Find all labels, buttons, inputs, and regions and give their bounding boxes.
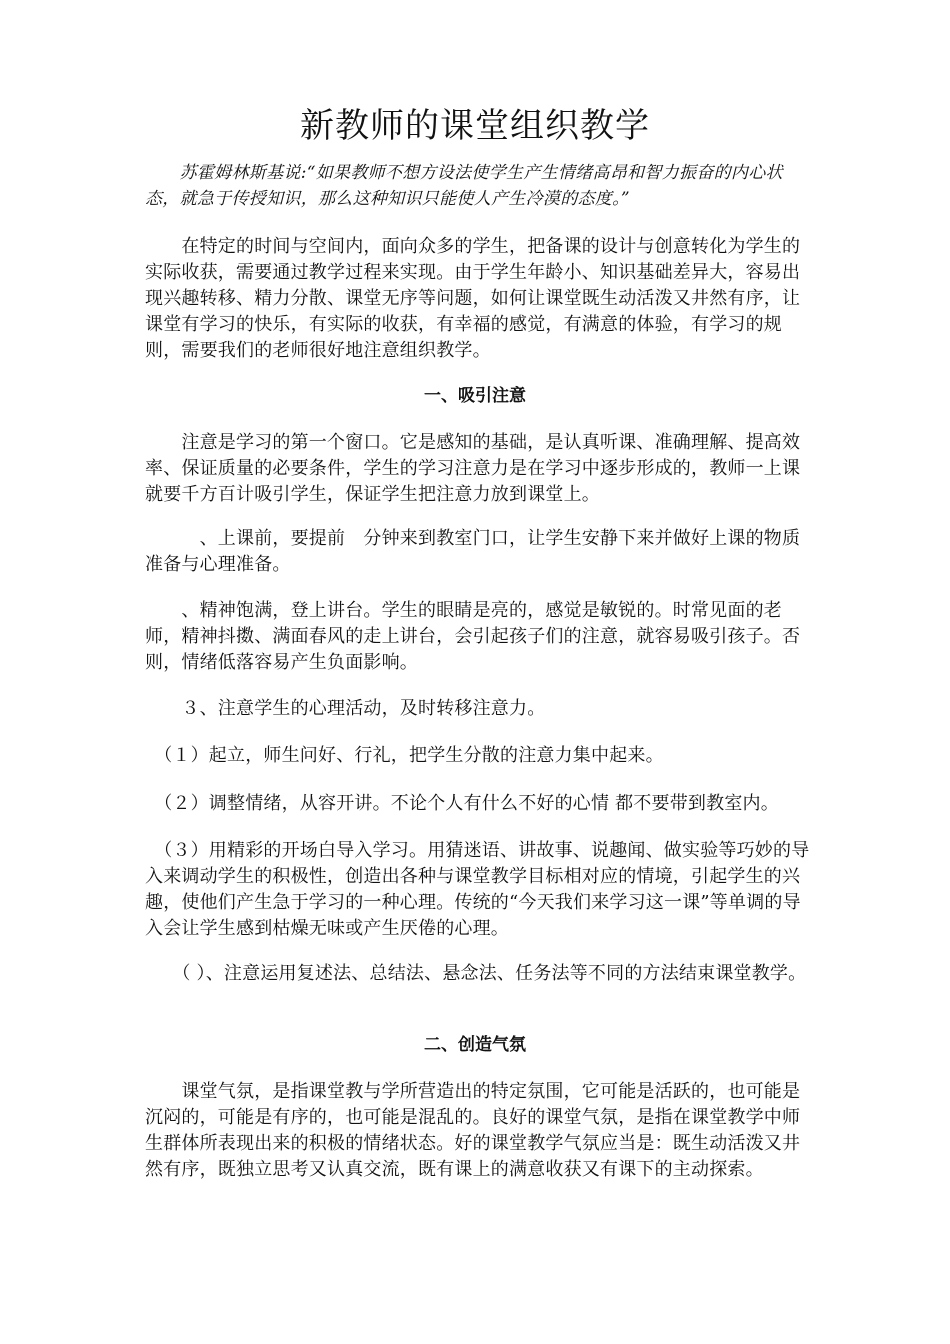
section1-paragraph-5: （１）起立，师生问好、行礼，把学生分散的注意力集中起来。 [145,745,664,766]
section1-paragraph-4: ３、注意学生的心理活动，及时转移注意力。 [145,698,546,719]
section1-paragraph-8: （ ）、注意运用复述法、总结法、悬念法、任务法等不同的方法结束课堂教学。 [145,963,807,984]
section1-paragraph-6: （２）调整情绪，从容开讲。不论个人有什么不好的心情 都不要带到教室内。 [145,793,779,814]
epigraph-quote: 苏霍姆林斯基说:“如果教师不想方设法使学生产生情绪高昂和智力振奋的内心状态，就急于传授知识，那么这种知识只能使人产生冷漠的态度。” [145,163,783,209]
document-title: 新教师的课堂组织教学 [300,106,650,146]
section-heading-attract-attention: 一、吸引注意 [424,386,526,406]
section1-paragraph-3: 、精神饱满，登上讲台。学生的眼睛是亮的，感觉是敏锐的。时常见面的老师，精神抖擞、满面春风的走上讲台，会引起孩子们的注意，就容易吸引孩子。否则，情绪低落容易产生负面影响。 [145,600,801,673]
intro-paragraph: 在特定的时间与空间内，面向众多的学生，把备课的设计与创意转化为学生的实际收获，需要通过教学过程来实现。由于学生年龄小、知识基础差异大，容易出现兴趣转移、精力分散、课堂无序等问题，如何让课堂既生动活泼又井然有序，让课堂有学习的快乐，有实际的收获，有幸福的感觉，有满意的体验，有学习的规则，需要我们的老师很好地注意组织教学。 [145,236,801,361]
section1-paragraph-7: （３）用精彩的开场白导入学习。用猜迷语、讲故事、说趣闻、做实验等巧妙的导入来调动学生的积极性，创造出各种与课堂教学目标相对应的情境，引起学生的兴趣，使他们产生急于学习的一种心理。传统的“今天我们来学习这一课”等单调的导入会让学生感到枯燥无味或产生厌倦的心理。 [145,840,810,939]
section1-paragraph-1: 注意是学习的第一个窗口。它是感知的基础，是认真听课、准确理解、提高效率、保证质量的必要条件，学生的学习注意力是在学习中逐步形成的，教师一上课就要千方百计吸引学生，保证学生把注意力放到课堂上。 [145,432,801,505]
section2-paragraph-1: 课堂气氛，是指课堂教与学所营造出的特定氛围，它可能是活跃的，也可能是沉闷的，可能是有序的，也可能是混乱的。良好的课堂气氛，是指在课堂教学中师生群体所表现出来的积极的情绪状态。好的课堂教学气氛应当是：既生动活泼又井然有序，既独立思考又认真交流，既有课上的满意收获又有课下的主动探索。 [145,1081,801,1180]
section1-paragraph-2: 、上课前，要提前 分钟来到教室门口，让学生安静下来并做好上课的物质准备与心理准备。 [145,528,801,575]
section-heading-create-atmosphere: 二、创造气氛 [424,1035,526,1055]
